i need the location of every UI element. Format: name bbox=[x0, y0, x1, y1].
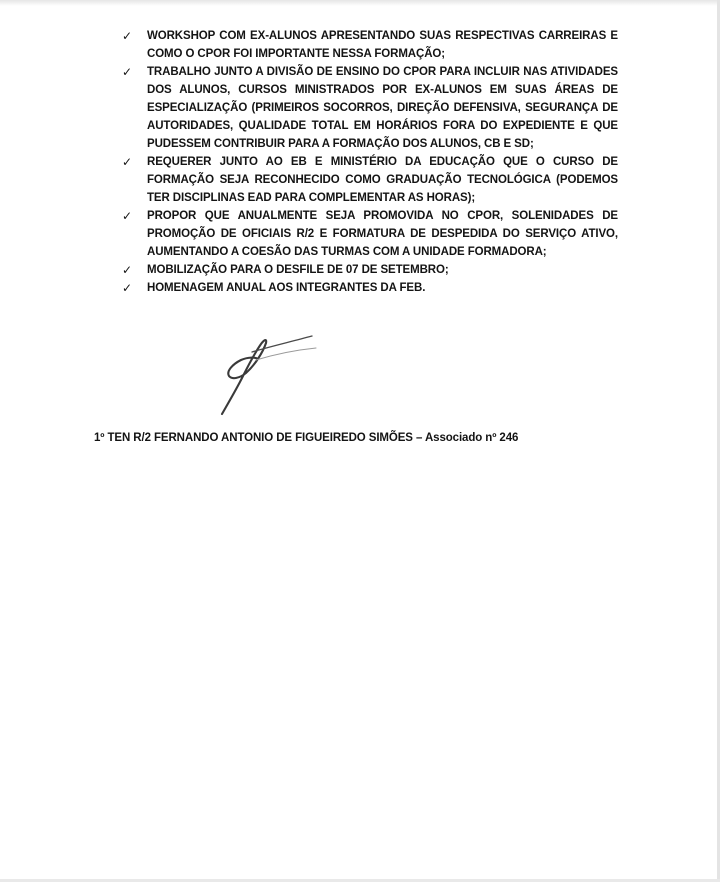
signer-name: 1º TEN R/2 FERNANDO ANTONIO DE FIGUEIREDO SIMÕES – Associado nº 246 bbox=[94, 432, 519, 444]
page-edge-shadow bbox=[0, 0, 720, 6]
list-item bbox=[122, 153, 618, 207]
signature-icon bbox=[210, 330, 325, 420]
checkmark-icon: ✓ bbox=[122, 65, 132, 79]
checkmark-icon: ✓ bbox=[122, 155, 132, 169]
proposal-list bbox=[122, 27, 618, 297]
list-item-text: MOBILIZAÇÃO PARA O DESFILE DE 07 DE SETEMBRO; bbox=[147, 264, 449, 276]
list-item bbox=[122, 63, 618, 153]
list-item bbox=[122, 261, 618, 279]
list-item-text: WORKSHOP COM EX-ALUNOS APRESENTANDO SUAS RESPECTIVAS CARREIRAS E COMO O CPOR FOI IMPORTANTE NESSA FORMAÇÃO; bbox=[147, 30, 618, 60]
checkmark-icon: ✓ bbox=[122, 209, 132, 223]
list-item bbox=[122, 207, 618, 261]
checkmark-icon: ✓ bbox=[122, 281, 132, 295]
list-item bbox=[122, 27, 618, 63]
list-item-text: REQUERER JUNTO AO EB E MINISTÉRIO DA EDUCAÇÃO QUE O CURSO DE FORMAÇÃO SEJA RECONHECIDO COMO GRADUAÇÃO TECNOLÓGICA (PODEMOS TER DISCIPLINAS EAD PARA COMPLEMENTAR AS HORAS); bbox=[147, 156, 618, 204]
checkmark-icon: ✓ bbox=[122, 29, 132, 43]
list-item-text: TRABALHO JUNTO A DIVISÃO DE ENSINO DO CPOR PARA INCLUIR NAS ATIVIDADES DOS ALUNOS, CURSOS MINISTRADOS POR EX-ALUNOS EM SUAS ÁREAS DE ESPECIALIZAÇÃO (PRIMEIROS SOCORROS, DIREÇÃO DEFENSIVA, SEGURANÇA DE AUTORIDADES, QUALIDADE TOTAL EM HORÁRIOS FORA DO EXPEDIENTE E QUE PUDESSEM CONTRIBUIR PARA A FORMAÇÃO DOS ALUNOS, CB E SD; bbox=[147, 66, 618, 150]
checkmark-icon: ✓ bbox=[122, 263, 132, 277]
list-item-text: HOMENAGEM ANUAL AOS INTEGRANTES DA FEB. bbox=[147, 282, 426, 294]
list-item-text: PROPOR QUE ANUALMENTE SEJA PROMOVIDA NO CPOR, SOLENIDADES DE PROMOÇÃO DE OFICIAIS R/2 E FORMATURA DE DESPEDIDA DO SERVIÇO ATIVO, AUMENTANDO A COESÃO DAS TURMAS COM A UNIDADE FORMADORA; bbox=[147, 210, 618, 258]
list-item bbox=[122, 279, 618, 297]
